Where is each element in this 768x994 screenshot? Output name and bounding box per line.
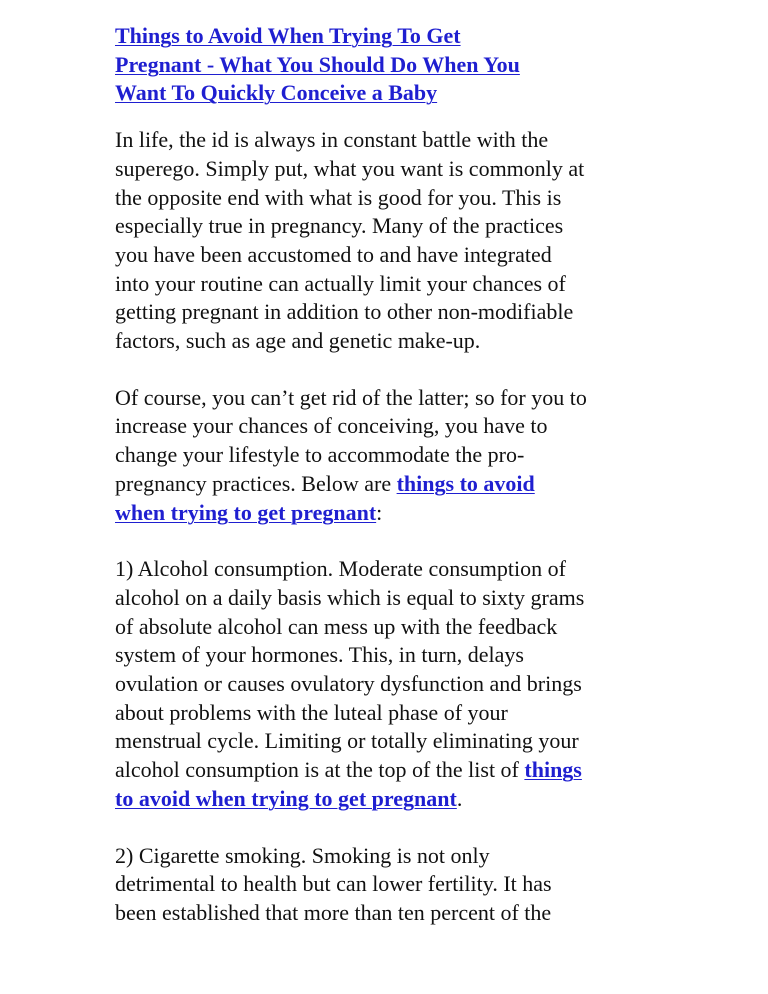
paragraph-line: factors, such as age and genetic make-up. (115, 328, 481, 354)
article-title (115, 22, 665, 108)
paragraph-line: detrimental to health but can lower fertility. It has (115, 871, 552, 897)
paragraph-smoking (115, 842, 665, 928)
paragraph-line: In life, the id is always in constant battle with the (115, 127, 549, 153)
paragraph-line (115, 756, 665, 785)
paragraph-line: Of course, you can’t get rid of the latter; so for you to (115, 384, 587, 410)
paragraph-line: been established that more than ten percent of the (115, 899, 552, 925)
things-to-avoid-link[interactable]: things to avoid (396, 470, 535, 496)
paragraph-text: alcohol consumption is at the top of the list of (115, 757, 525, 783)
paragraph-line: you have been accustomed to and have integrated (115, 241, 552, 267)
paragraph-line: increase your chances of conceiving, you have to (115, 413, 548, 439)
paragraph-line: 2) Cigarette smoking. Smoking is not only (115, 842, 490, 868)
paragraph-line: alcohol on a daily basis which is equal to sixty grams (115, 584, 585, 610)
paragraph-line: system of your hormones. This, in turn, delays (115, 642, 524, 668)
document-page (115, 22, 665, 956)
paragraph-intro (115, 126, 665, 356)
paragraph-line: especially true in pregnancy. Many of the practices (115, 213, 564, 239)
paragraph-line (115, 499, 665, 528)
paragraph-lifestyle (115, 384, 665, 528)
paragraph-line (115, 785, 665, 814)
punctuation: : (376, 499, 383, 525)
paragraph-line: ovulation or causes ovulatory dysfunction and brings (115, 671, 582, 697)
paragraph-line: 1) Alcohol consumption. Moderate consumption of (115, 556, 566, 582)
paragraph-line (115, 470, 665, 499)
paragraph-line: the opposite end with what is good for you. This is (115, 184, 562, 210)
paragraph-line: into your routine can actually limit your chances of (115, 270, 566, 296)
paragraph-line: of absolute alcohol can mess up with the feedback (115, 613, 558, 639)
things-link-cont[interactable]: to avoid when trying to get pregnant (115, 785, 457, 811)
title-link-line-2[interactable]: Pregnant - What You Should Do When You (115, 51, 520, 77)
paragraph-line: superego. Simply put, what you want is commonly at (115, 155, 585, 181)
paragraph-line: getting pregnant in addition to other non-modifiable (115, 299, 574, 325)
paragraph-alcohol (115, 555, 665, 813)
things-link[interactable]: things (524, 757, 582, 783)
punctuation: . (456, 785, 463, 811)
title-link-line-3[interactable]: Want To Quickly Conceive a Baby (115, 80, 438, 106)
things-to-avoid-link-cont[interactable]: when trying to get pregnant (115, 499, 377, 525)
title-link-line-1[interactable]: Things to Avoid When Trying To Get (115, 23, 461, 48)
paragraph-line: menstrual cycle. Limiting or totally eliminating your (115, 728, 579, 754)
paragraph-line: about problems with the luteal phase of your (115, 699, 508, 725)
paragraph-line: change your lifestyle to accommodate the pro- (115, 442, 525, 468)
paragraph-text: pregnancy practices. Below are (115, 470, 397, 496)
